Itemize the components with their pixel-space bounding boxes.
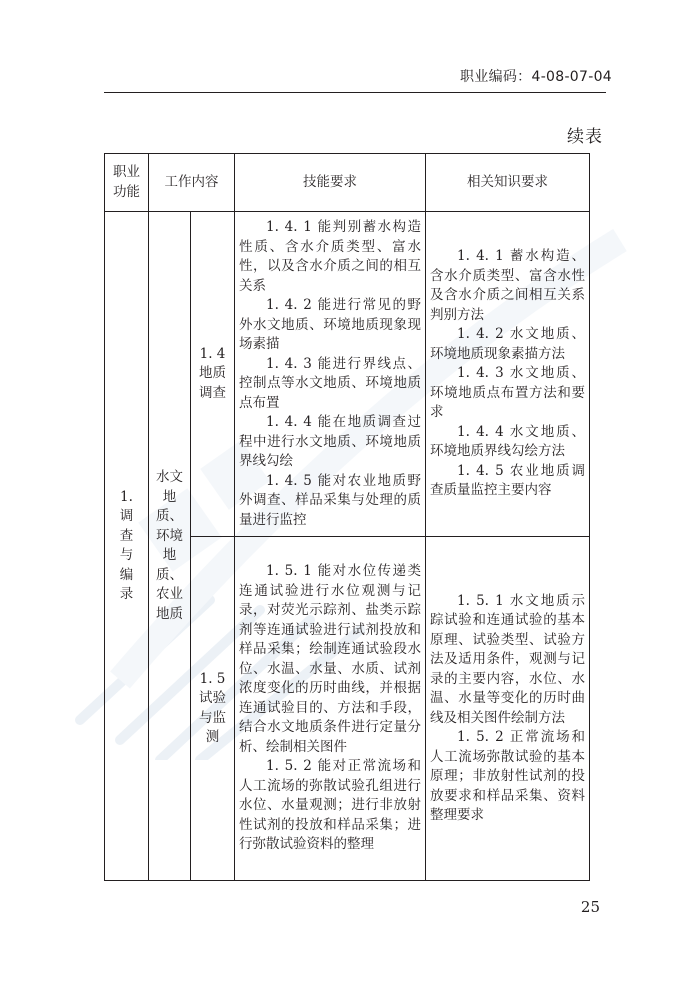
topic-label-part: 测 (205, 729, 220, 745)
knowledge-item: 1. 4. 2 水文地质、环境地质现象素描方法 (430, 326, 585, 362)
topic-label-part: 1. 4 (199, 345, 226, 362)
knowledge-item: 1. 5. 1 水文地质示踪试验和连通试验的基本原理、试验类型、试验方法及适用条件，观测与记录的主要内容，水位、水温、水量等变化的历时曲线及相关图件绘制方法 (430, 592, 585, 726)
skill-item: 1. 4. 5 能对农业地质野外调查、样品采集与处理的质量进行监控 (239, 472, 421, 528)
skill-item: 1. 4. 3 能进行界线点、控制点等水文地质、环境地质点布置 (239, 355, 421, 411)
knowledge-item: 1. 4. 4 水文地质、环境地质界线勾绘方法 (430, 423, 585, 460)
function-label-part: 编 (119, 566, 134, 583)
topic-label-part: 调查 (199, 384, 226, 401)
topic-label-part: 1. 5 (199, 670, 226, 687)
function-label-part: 查 (119, 527, 134, 544)
header-skills: 技能要求 (235, 154, 426, 212)
function-cell (105, 212, 149, 881)
knowledge-cell (426, 537, 590, 881)
table-row (105, 212, 590, 537)
skills-cell (235, 212, 426, 537)
knowledge-item: 1. 4. 1 蓄水构造、含水介质类型、富含水性及含水介质之间相互关系判别方法 (430, 248, 585, 323)
skill-item: 1. 4. 4 能在地质调查过程中进行水文地质、环境地质界线勾绘 (239, 414, 421, 469)
skill-item: 1. 5. 2 能对正常流场和人工流场的弥散试验孔组进行水位、水量观测；进行非放射性试剂的投放和样品采集；进行弥散试验资料的整理 (239, 758, 421, 853)
function-label-part: 与 (119, 547, 134, 563)
skill-item: 1. 5. 1 能对水位传递类连通试验进行水位观测与记录，对荧光示踪剂、盐类示踪剂等连通试验进行试剂投放和样品采集；绘制连通试验段水位、水温、水量、水质、试剂浓度变化的历时曲线，并根据连通试验目的、方法和手段，结合水文地质条件进行定量分析、绘制相关图件 (239, 563, 421, 755)
topic-label-part: 与监 (199, 709, 226, 726)
knowledge-cell (426, 212, 590, 537)
occupation-skills-table (104, 153, 590, 881)
table-header-row (105, 154, 590, 212)
header-divider (104, 92, 606, 93)
topic-label-part: 地质 (199, 365, 226, 382)
subcategory-cell (149, 212, 191, 881)
knowledge-item: 1. 4. 3 水文地质、环境地质点布置方法和要求 (430, 365, 585, 421)
header-knowledge: 相关知识要求 (426, 154, 590, 212)
knowledge-item: 1. 4. 5 农业地质调查质量监控主要内容 (430, 462, 585, 499)
continued-table-label: 续表 (567, 127, 603, 147)
subcategory-label: 水文地质、环境地质、农业地质 (156, 469, 183, 622)
header-content: 工作内容 (149, 154, 235, 212)
knowledge-item: 1. 5. 2 正常流场和人工流场弥散试验的基本原理；非放射性试剂的投放要求和样品采集、资料整理要求 (430, 729, 585, 823)
topic-cell (191, 537, 235, 881)
skill-item: 1. 4. 1 能判别蓄水构造性质、含水介质类型、富水性，以及含水介质之间的相互关系 (239, 219, 421, 294)
topic-cell (191, 212, 235, 537)
skill-item: 1. 4. 2 能进行常见的野外水文地质、环境地质现象现场素描 (239, 297, 421, 352)
topic-label-part: 试验 (199, 690, 226, 706)
function-label-part: 1. (120, 488, 133, 505)
skills-cell (235, 537, 426, 881)
function-label-part: 录 (119, 586, 134, 602)
function-label-part: 调 (119, 508, 134, 524)
page-number: 25 (580, 898, 600, 916)
occupation-code: 职业编码：4-08-07-04 (459, 69, 612, 85)
header-function: 职业功能 (105, 154, 149, 212)
